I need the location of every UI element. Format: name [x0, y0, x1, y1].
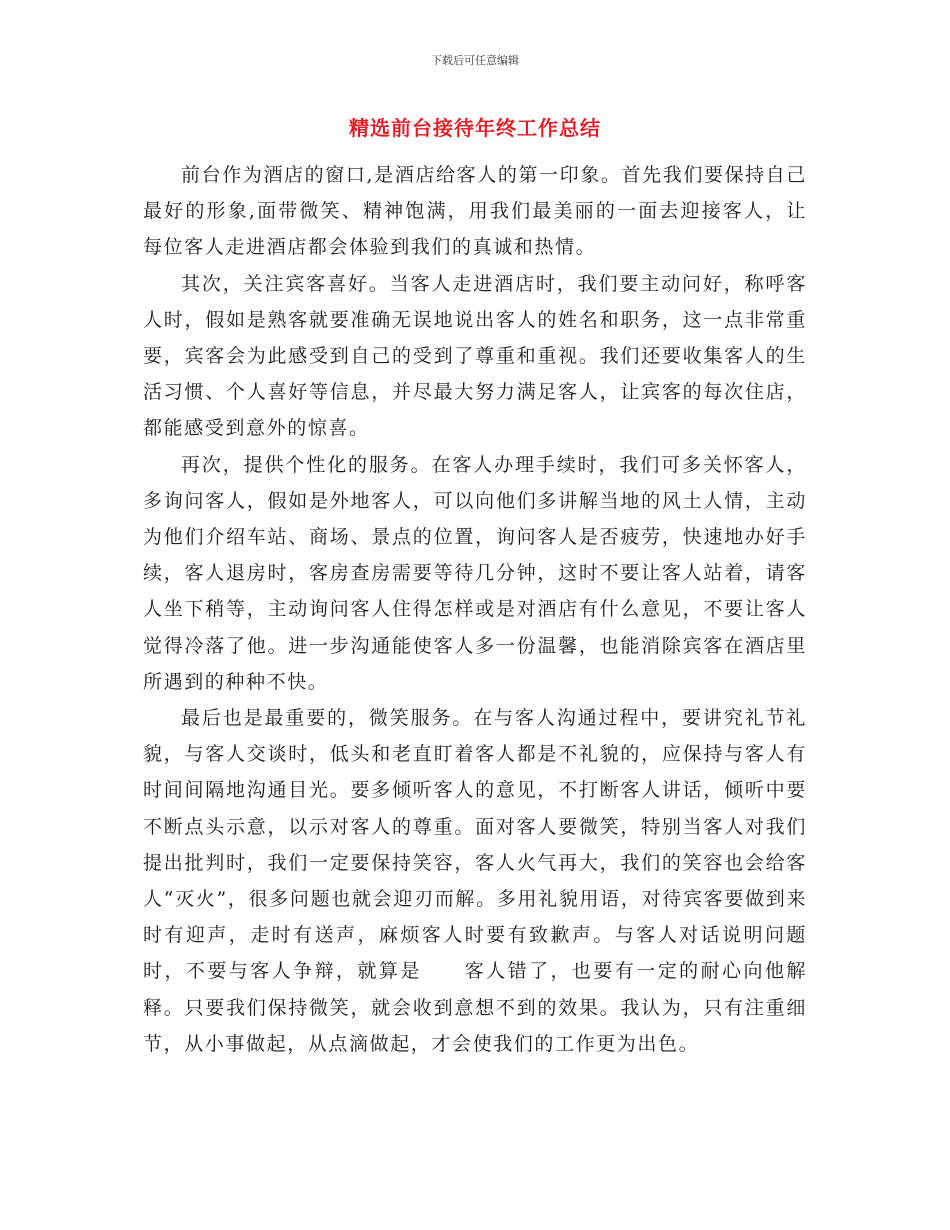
page-header-note: 下载后可任意编辑 — [431, 54, 519, 67]
paragraph-personalized-service: 再次，提供个性化的服务。在客人办理手续时，我们可多关怀客人，多询问客人，假如是外地客人，可以向他们多讲解当地的风土人情，主动为他们介绍车站、商场、景点的位置，询问客人是否疲劳，快速地办好手续，客人退房时，客房查房需要等待几分钟，这时不要让客人站着，请客人坐下稍等，主动询问客人住得怎样或是对酒店有什么意见，不要让客人觉得冷落了他。进一步沟通能使客人多一份温馨，也能消除宾客在酒店里所遇到的种种不快。 — [143, 453, 807, 693]
document-body — [143, 157, 807, 1062]
document-title: 精选前台接待年终工作总结 — [349, 116, 601, 140]
paragraph-smile-service: 最后也是最重要的，微笑服务。在与客人沟通过程中，要讲究礼节礼貌，与客人交谈时，低头和老直盯着客人都是不礼貌的，应保持与客人有时间间隔地沟通目光。要多倾听客人的意见，不打断客人讲话，倾听中要不断点头示意，以示对客人的尊重。面对客人要微笑，特别当客人对我们提出批判时，我们一定要保持笑容，客人火气再大，我们的笑容也会给客人“灭火”，很多问题也就会迎刃而解。多用礼貌用语，对待宾客要做到来时有迎声，走时有送声，麻烦客人时要有致歉声。与客人对话说明问题时，不要与客人争辩，就算是 客人错了，也要有一定的耐心向他解释。只要我们保持微笑，就会收到意想不到的效果。我认为，只有注重细节，从小事做起，从点滴做起，才会使我们的工作更为出色。 — [143, 707, 807, 1055]
paragraph-guest-preferences: 其次，关注宾客喜好。当客人走进酒店时，我们要主动问好，称呼客人时，假如是熟客就要准确无误地说出客人的姓名和职务，这一点非常重要，宾客会为此感受到自己的受到了尊重和重视。我们还要收集客人的生活习惯、个人喜好等信息，并尽最大努力满足客人，让宾客的每次住店，都能感受到意外的惊喜。 — [143, 272, 807, 440]
paragraph-first-impression: 前台作为酒店的窗口,是酒店给客人的第一印象。首先我们要保持自己最好的形象,面带微笑、精神饱满，用我们最美丽的一面去迎接客人，让每位客人走进酒店都会体验到我们的真诚和热情。 — [143, 164, 807, 259]
